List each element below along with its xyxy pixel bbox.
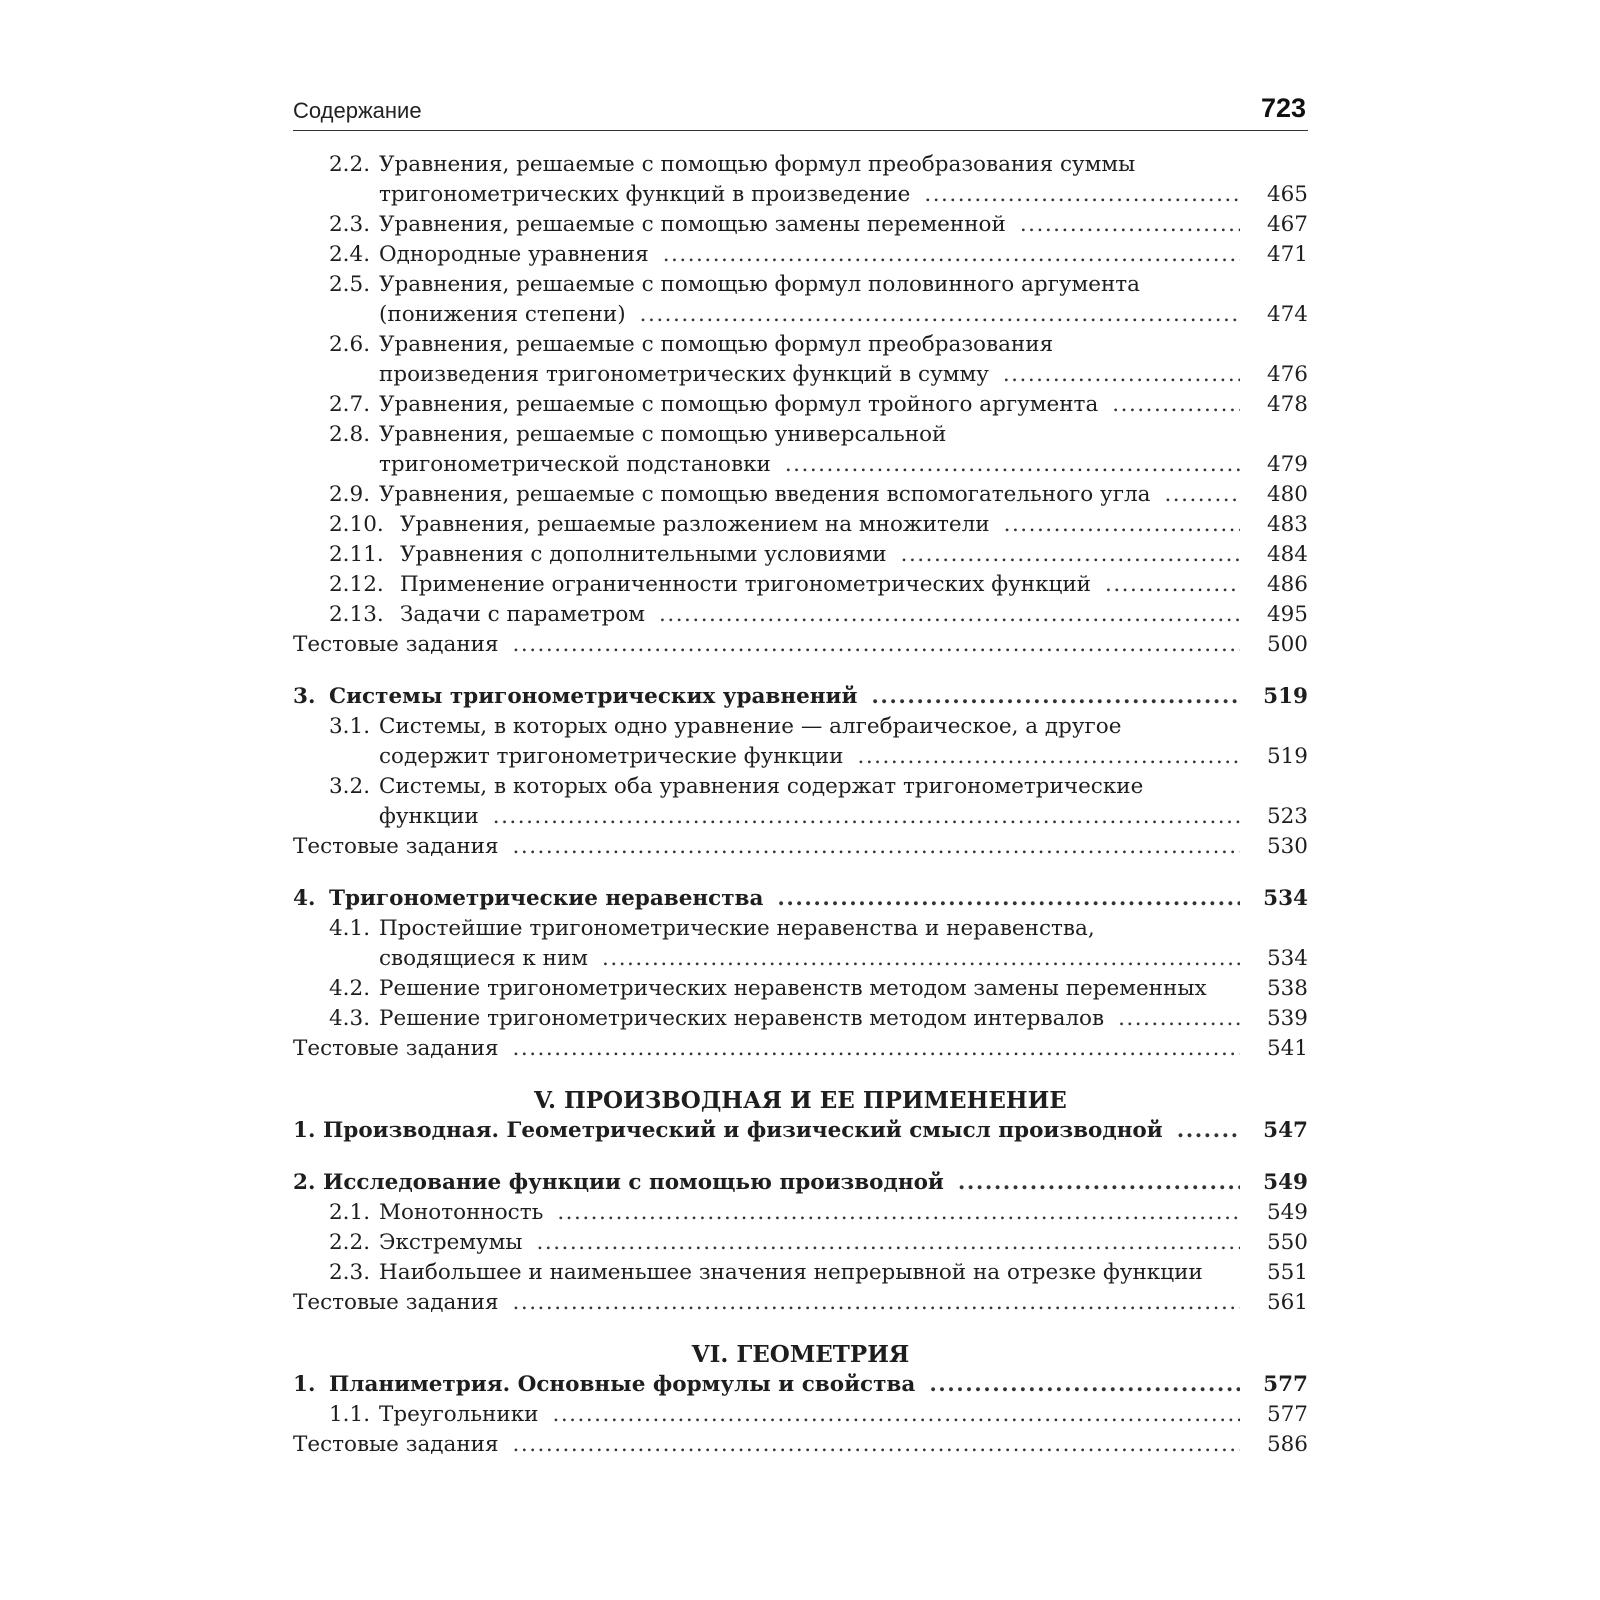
toc-entry-number: 2.8. [329, 422, 371, 447]
toc-entry-title: Тригонометрические неравенства [329, 886, 764, 911]
book-page [293, 0, 1308, 1600]
toc-entry-number: 2.2. [329, 1230, 371, 1255]
toc-entry[interactable] [293, 832, 1308, 862]
toc-entry[interactable] [293, 884, 1308, 914]
toc-page-number: 534 [1263, 886, 1308, 911]
toc-page-number: 530 [1266, 834, 1308, 859]
toc-entry-title: Решение тригонометрических неравенств методом замены переменных [379, 976, 1207, 1001]
toc-entry-title: Системы тригонометрических уравнений [329, 684, 858, 709]
dot-leader [493, 802, 1240, 832]
dot-leader [929, 1370, 1240, 1400]
dot-leader [785, 450, 1240, 480]
toc-entry[interactable] [293, 540, 1308, 570]
toc-entry[interactable] [293, 450, 1308, 480]
toc-entry[interactable] [293, 600, 1308, 630]
toc-entry-title: Экстремумы [379, 1230, 523, 1255]
toc-page-number: 519 [1266, 744, 1308, 769]
toc-page-number: 486 [1266, 572, 1308, 597]
toc-entry[interactable] [293, 1198, 1308, 1228]
toc-entry[interactable] [293, 1228, 1308, 1258]
dot-leader [552, 1400, 1240, 1430]
toc-entry-title: функции [379, 804, 479, 829]
toc-entry-title: тригонометрических функций в произведение [379, 182, 911, 207]
toc-page-number: 471 [1266, 242, 1308, 267]
dot-leader [513, 1430, 1240, 1460]
toc-entry[interactable] [293, 802, 1308, 832]
toc-entry[interactable] [293, 240, 1308, 270]
toc-entry-number: 4.3. [329, 1006, 371, 1031]
dot-leader [513, 1034, 1240, 1064]
toc-entry-number: 2.13. [329, 602, 384, 627]
toc-entry-number: 2.1. [329, 1200, 371, 1225]
toc-entry-continued[interactable] [293, 914, 1308, 944]
toc-entry-number: 1.1. [329, 1402, 371, 1427]
table-of-contents [293, 150, 1308, 1460]
toc-entry-continued[interactable] [293, 420, 1308, 450]
dot-leader [1118, 1004, 1240, 1034]
dot-leader [1003, 360, 1240, 390]
toc-entry[interactable] [293, 1430, 1308, 1460]
toc-page-number: 523 [1266, 804, 1308, 829]
toc-entry-title: Тестовые задания [293, 1432, 499, 1457]
dot-leader [513, 630, 1240, 660]
toc-entry[interactable] [293, 180, 1308, 210]
toc-entry-title: Системы, в которых оба уравнения содержат тригонометрические [379, 774, 1144, 799]
toc-entry-title: Наибольшее и наименьшее значения непрерывной на отрезке функции [379, 1260, 1203, 1285]
running-head [293, 90, 1308, 131]
toc-page-number: 500 [1266, 632, 1308, 657]
toc-entry-number: 4.1. [329, 916, 371, 941]
toc-entry-number: 2.4. [329, 242, 371, 267]
toc-entry-continued[interactable] [293, 712, 1308, 742]
toc-entry-number: 4.2. [329, 976, 371, 1001]
toc-entry-title: Уравнения, решаемые с помощью введения вспомогательного угла [379, 482, 1151, 507]
toc-entry-number: 2.5. [329, 272, 371, 297]
dot-leader [777, 884, 1240, 914]
toc-entry-number: 1. [293, 1118, 316, 1143]
toc-entry-number: 2.3. [329, 1260, 371, 1285]
toc-entry-number: 3.2. [329, 774, 371, 799]
toc-entry-number: 3. [293, 684, 316, 709]
toc-entry[interactable] [293, 1034, 1308, 1064]
toc-page-number: 539 [1266, 1006, 1308, 1031]
toc-entry-number: 2.7. [329, 392, 371, 417]
toc-page-number: 484 [1266, 542, 1308, 567]
toc-entry-title: Треугольники [379, 1402, 539, 1427]
running-head-title: Содержание [293, 98, 422, 123]
toc-entry[interactable] [293, 1004, 1308, 1034]
toc-entry[interactable] [293, 360, 1308, 390]
toc-page-number: 519 [1263, 684, 1308, 709]
toc-entry[interactable] [293, 570, 1308, 600]
toc-gap [293, 1146, 1308, 1168]
toc-page-number: 478 [1266, 392, 1308, 417]
toc-gap [293, 1064, 1308, 1086]
toc-entry-title: Уравнения, решаемые с помощью формул тройного аргумента [379, 392, 1099, 417]
toc-entry-title: Уравнения, решаемые с помощью формул преобразования [379, 332, 1054, 357]
toc-entry-number: 2.6. [329, 332, 371, 357]
toc-page-number: 549 [1263, 1170, 1308, 1195]
toc-entry-title: Исследование функции с помощью производной [323, 1170, 944, 1195]
toc-page-number: 538 [1266, 976, 1308, 1001]
toc-entry-continued[interactable] [293, 270, 1308, 300]
toc-page-number: 474 [1266, 302, 1308, 327]
toc-entry-title: Уравнения, решаемые с помощью формул половинного аргумента [379, 272, 1140, 297]
toc-entry-title: Тестовые задания [293, 834, 499, 859]
toc-entry[interactable] [293, 210, 1308, 240]
part-heading: VI. ГЕОМЕТРИЯ [691, 1341, 910, 1368]
dot-leader [858, 742, 1241, 772]
toc-entry-number: 2. [293, 1170, 316, 1195]
toc-entry-title: Решение тригонометрических неравенств методом интервалов [379, 1006, 1105, 1031]
toc-page-number: 541 [1266, 1036, 1308, 1061]
toc-gap [293, 1318, 1308, 1340]
toc-entry-title: сводящиеся к ним [379, 946, 589, 971]
toc-gap [293, 660, 1308, 682]
dot-leader [924, 180, 1240, 210]
toc-entry-title: Производная. Геометрический и физический смысл производной [323, 1118, 1163, 1143]
toc-page-number: 495 [1266, 602, 1308, 627]
toc-entry-continued[interactable] [293, 772, 1308, 802]
toc-page-number: 586 [1266, 1432, 1308, 1457]
toc-entry-number: 1. [293, 1372, 316, 1397]
toc-entry[interactable] [293, 1258, 1308, 1288]
dot-leader [1020, 210, 1240, 240]
toc-entry-title: Применение ограниченности тригонометрических функций [400, 572, 1091, 597]
toc-entry-title: Монотонность [379, 1200, 544, 1225]
toc-entry-title: Системы, в которых одно уравнение — алгебраическое, а другое [379, 714, 1122, 739]
toc-entry-title: Уравнения, решаемые с помощью формул преобразования суммы [379, 152, 1136, 177]
dot-leader [663, 240, 1240, 270]
toc-entry-title: Тестовые задания [293, 1290, 499, 1315]
toc-entry[interactable] [293, 510, 1308, 540]
toc-page-number: 479 [1266, 452, 1308, 477]
toc-entry-number: 2.10. [329, 512, 384, 537]
toc-page-number: 577 [1263, 1372, 1308, 1397]
dot-leader [1177, 1116, 1240, 1146]
toc-page-number: 577 [1266, 1402, 1308, 1427]
toc-page-number: 549 [1266, 1200, 1308, 1225]
toc-entry-title: Планиметрия. Основные формулы и свойства [329, 1372, 916, 1397]
toc-entry-number: 2.3. [329, 212, 371, 237]
toc-entry-continued[interactable] [293, 150, 1308, 180]
toc-entry[interactable] [293, 1400, 1308, 1430]
toc-entry-title: Тестовые задания [293, 632, 499, 657]
toc-entry[interactable] [293, 1288, 1308, 1318]
dot-leader [1105, 570, 1240, 600]
toc-page-number: 551 [1266, 1260, 1308, 1285]
dot-leader [871, 682, 1240, 712]
toc-entry[interactable] [293, 974, 1308, 1004]
toc-entry[interactable] [293, 944, 1308, 974]
toc-entry[interactable] [293, 1370, 1308, 1400]
toc-entry-title: Тестовые задания [293, 1036, 499, 1061]
dot-leader [513, 832, 1240, 862]
dot-leader [557, 1198, 1240, 1228]
toc-entry[interactable] [293, 390, 1308, 420]
dot-leader [958, 1168, 1240, 1198]
part-heading: V. ПРОИЗВОДНАЯ И ЕЕ ПРИМЕНЕНИЕ [534, 1087, 1067, 1114]
toc-entry-number: 2.12. [329, 572, 384, 597]
toc-entry[interactable] [293, 1168, 1308, 1198]
dot-leader [602, 944, 1240, 974]
dot-leader [659, 600, 1240, 630]
toc-entry[interactable] [293, 480, 1308, 510]
toc-page-number: 467 [1266, 212, 1308, 237]
dot-leader [1004, 510, 1240, 540]
toc-page-number: 550 [1266, 1230, 1308, 1255]
toc-entry-number: 2.11. [329, 542, 384, 567]
dot-leader [1112, 390, 1240, 420]
toc-entry-title: (понижения степени) [379, 302, 626, 327]
toc-entry-title: произведения тригонометрических функций в сумму [379, 362, 989, 387]
toc-gap [293, 862, 1308, 884]
toc-entry-title: Уравнения, решаемые разложением на множители [400, 512, 990, 537]
dot-leader [901, 540, 1240, 570]
toc-entry-title: Уравнения, решаемые с помощью замены переменной [379, 212, 1006, 237]
toc-page-number: 561 [1266, 1290, 1308, 1315]
toc-entry-title: Задачи с параметром [400, 602, 646, 627]
toc-entry-title: тригонометрической подстановки [379, 452, 771, 477]
toc-page-number: 480 [1266, 482, 1308, 507]
toc-page-number: 534 [1266, 946, 1308, 971]
toc-entry-title: Простейшие тригонометрические неравенства и неравенства, [379, 916, 1095, 941]
toc-entry-title: содержит тригонометрические функции [379, 744, 844, 769]
toc-page-number: 465 [1266, 182, 1308, 207]
dot-leader [1164, 480, 1240, 510]
toc-entry-number: 3.1. [329, 714, 371, 739]
dot-leader [513, 1288, 1240, 1318]
toc-page-number: 483 [1266, 512, 1308, 537]
dot-leader [640, 300, 1240, 330]
toc-entry-title: Уравнения, решаемые с помощью универсальной [379, 422, 947, 447]
toc-entry-number: 2.9. [329, 482, 371, 507]
toc-entry[interactable] [293, 742, 1308, 772]
toc-entry-number: 4. [293, 886, 316, 911]
toc-entry-number: 2.2. [329, 152, 371, 177]
toc-entry[interactable] [293, 300, 1308, 330]
toc-entry-title: Уравнения с дополнительными условиями [400, 542, 887, 567]
dot-leader [537, 1228, 1240, 1258]
toc-entry[interactable] [293, 1116, 1308, 1146]
toc-entry-continued[interactable] [293, 330, 1308, 360]
toc-page-number: 476 [1266, 362, 1308, 387]
toc-entry-title: Однородные уравнения [379, 242, 649, 267]
toc-entry[interactable] [293, 630, 1308, 660]
toc-page-number: 547 [1263, 1118, 1308, 1143]
page-number: 723 [1260, 93, 1306, 123]
toc-entry[interactable] [293, 682, 1308, 712]
